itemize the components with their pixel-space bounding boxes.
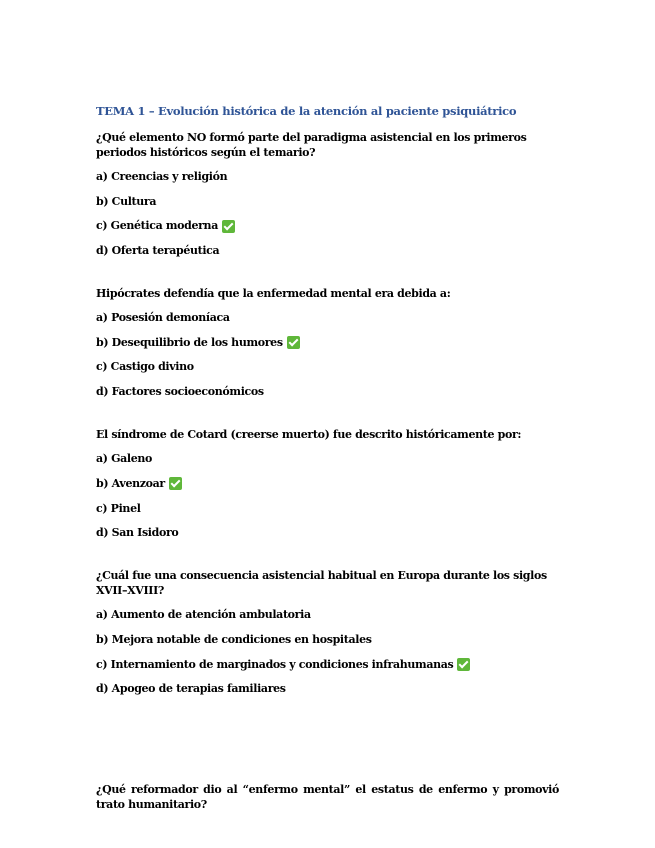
check-mark-icon <box>457 658 470 671</box>
answer-option: c) Castigo divino <box>96 360 194 374</box>
question-2 <box>96 286 559 399</box>
question-text: Hipócrates defendía que la enfermedad mental era debida a: <box>96 287 451 301</box>
answer-option: b) Mejora notable de condiciones en hospitales <box>96 632 372 646</box>
answer-option: a) Creencias y religión <box>96 170 228 183</box>
answer-option: c) Pinel <box>96 501 141 515</box>
question-text: ¿Qué elemento NO formó parte del paradigma asistencial en los primeros periodos históricos según el temario? <box>96 131 527 159</box>
answer-option-correct: b) Desequilibrio de los humores <box>96 336 559 350</box>
question-1 <box>96 130 559 258</box>
answer-option-correct: c) Internamiento de marginados y condiciones infrahumanas <box>96 658 559 672</box>
question-5 <box>96 782 559 812</box>
answer-option: a) Galeno <box>96 452 153 466</box>
answer-option: d) San Isidoro <box>96 526 179 540</box>
answer-option: a) Posesión demoníaca <box>96 311 230 325</box>
answer-option-correct: b) Avenzoar <box>96 477 559 491</box>
check-mark-icon <box>169 477 182 490</box>
answer-option: d) Apogeo de terapias familiares <box>96 682 286 696</box>
answer-option: d) Factores socioeconómicos <box>96 385 264 399</box>
answer-option: a) Aumento de atención ambulatoria <box>96 608 311 622</box>
question-text: ¿Cuál fue una consecuencia asistencial habitual en Europa durante los siglos XVII–XVIII? <box>96 569 547 598</box>
question-4 <box>96 568 559 696</box>
document-page <box>96 104 559 840</box>
question-text: El síndrome de Cotard (creerse muerto) fue descrito históricamente por: <box>96 428 522 442</box>
check-mark-icon <box>287 336 300 349</box>
check-mark-icon <box>222 220 235 233</box>
question-3 <box>96 427 559 540</box>
question-text: ¿Qué reformador dio al “enfermo mental” el estatus de enfermo y promovió trato humanitario? <box>96 782 559 811</box>
spacer <box>96 707 559 782</box>
answer-option-correct: c) Genética moderna <box>96 219 559 233</box>
answer-option: b) Cultura <box>96 194 157 208</box>
document-title: TEMA 1 – Evolución histórica de la atención al paciente psiquiátrico <box>96 104 517 118</box>
answer-option: d) Oferta terapéutica <box>96 244 220 258</box>
